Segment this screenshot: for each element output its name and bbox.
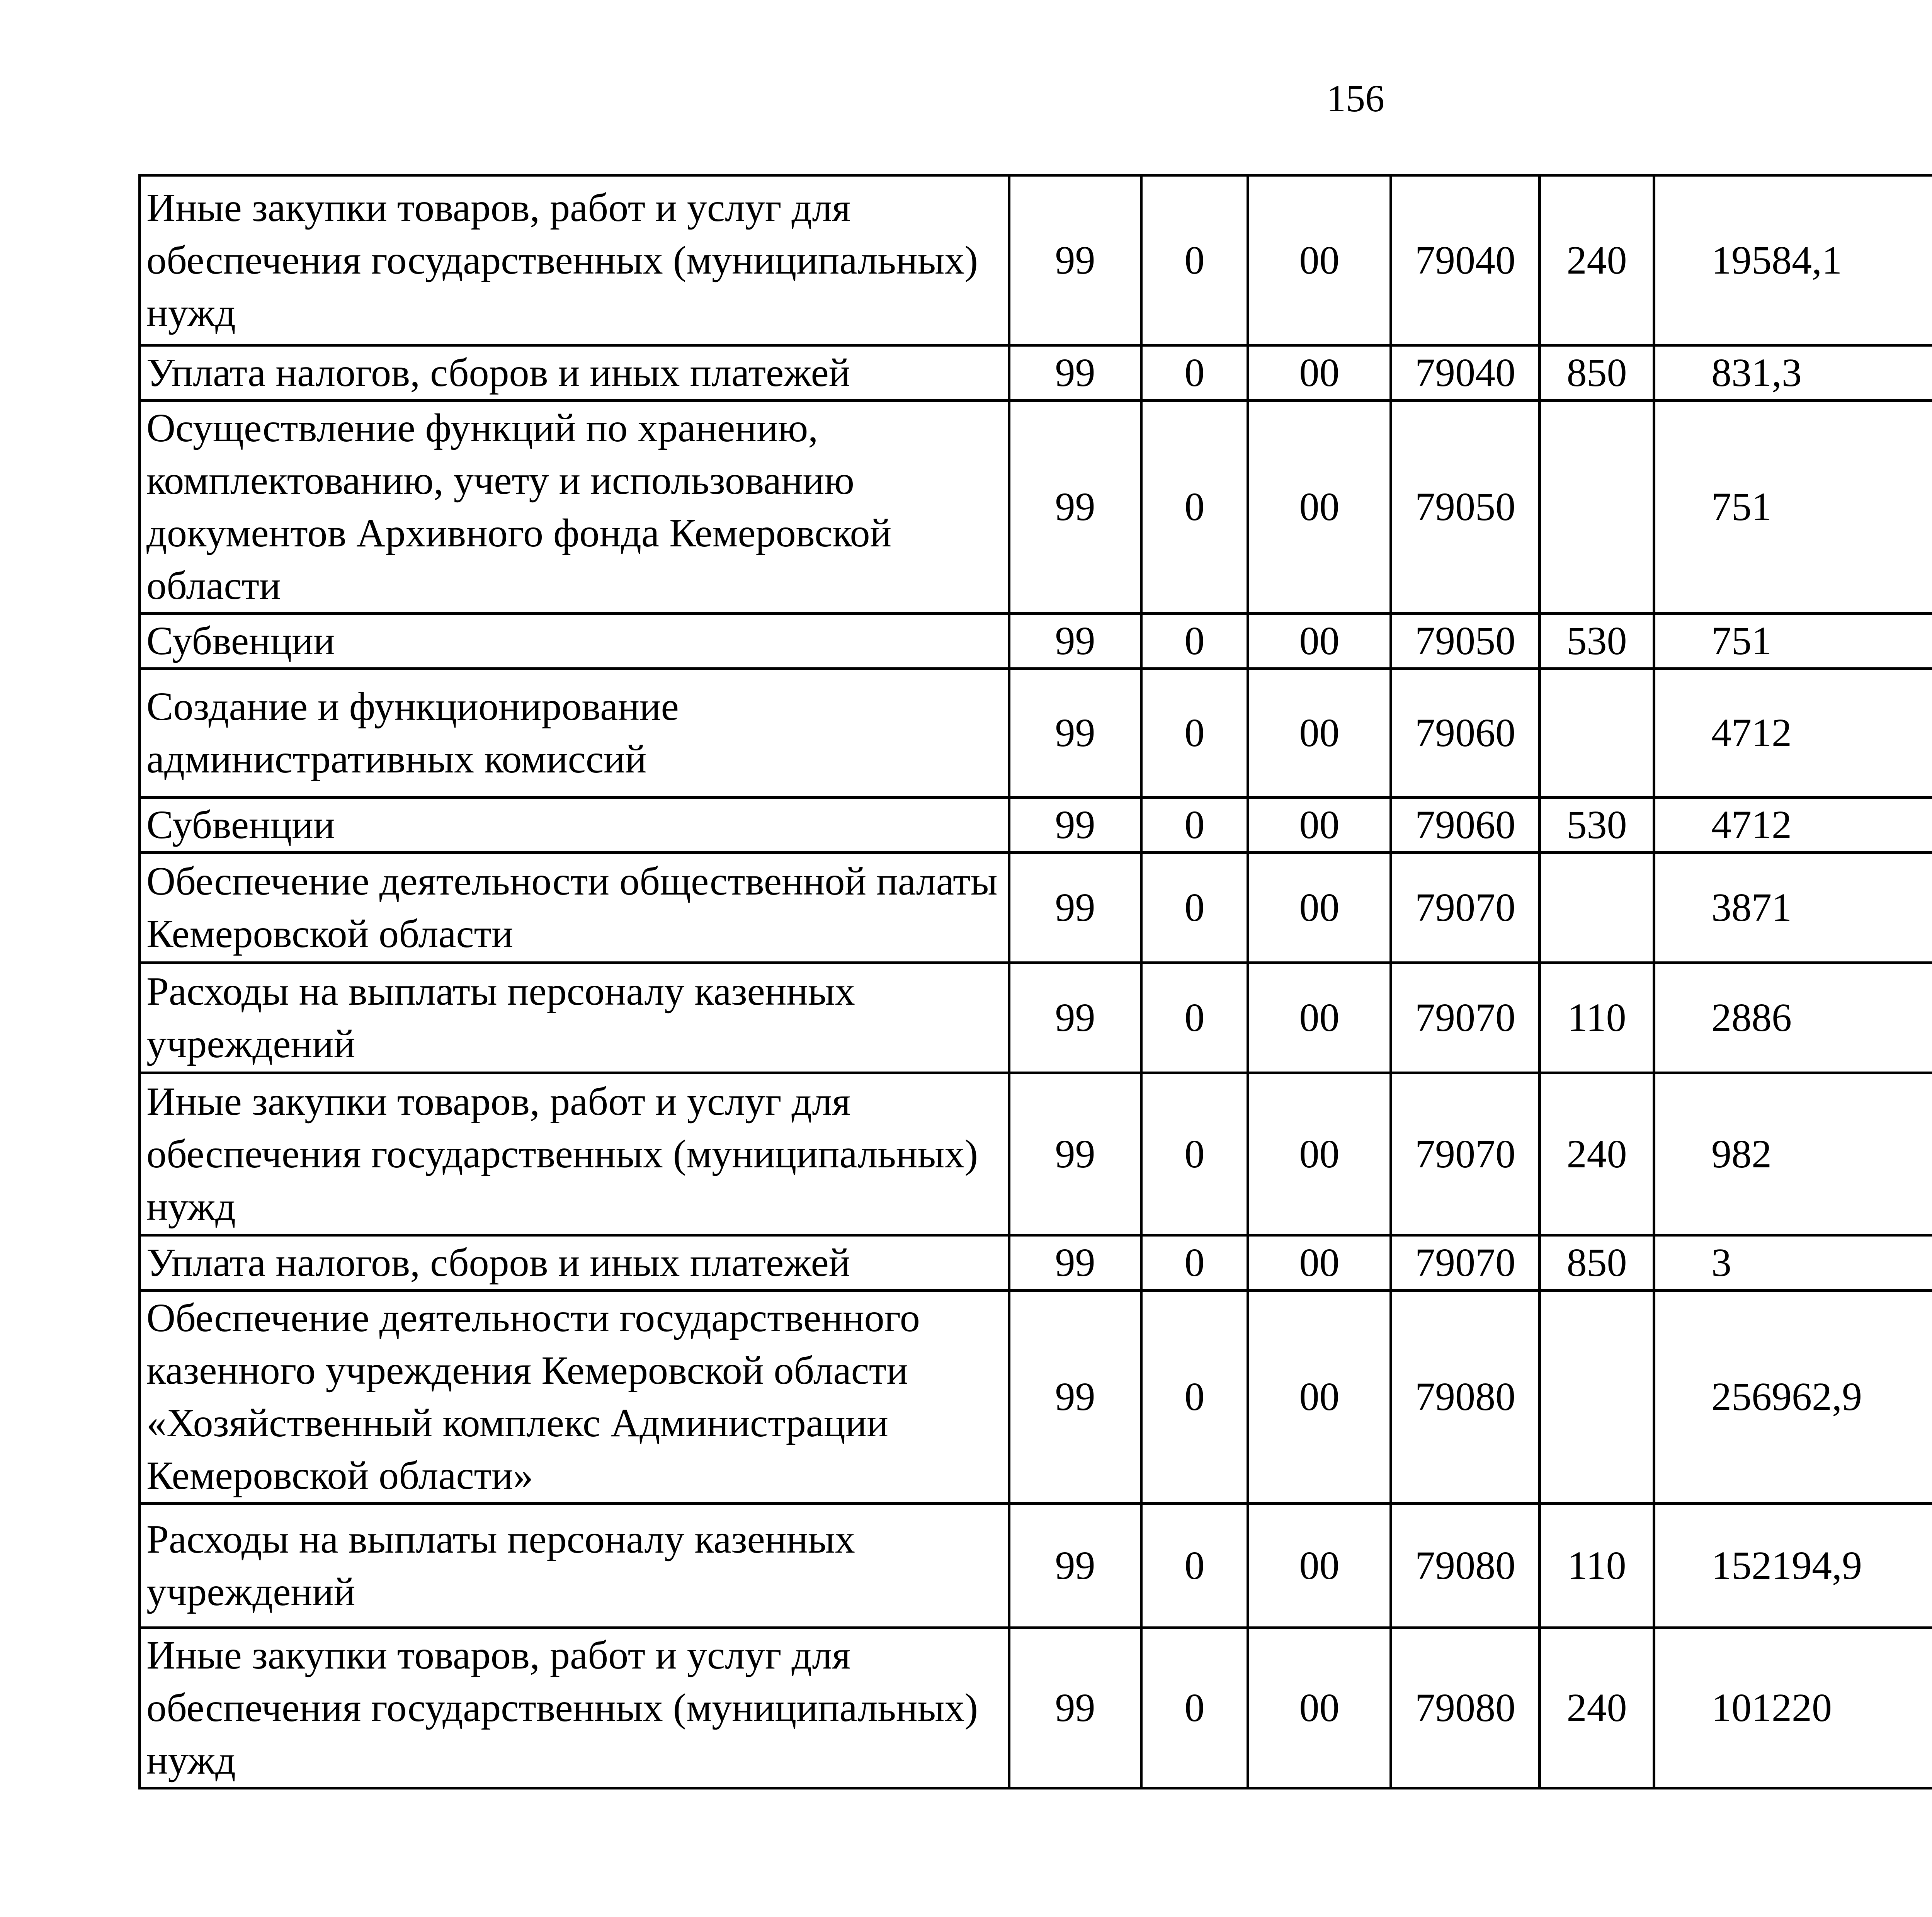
group-code-cell: 00 [1248, 401, 1391, 614]
program-code-cell: 99 [1009, 669, 1141, 798]
amount-1-cell: 831,3 [1654, 345, 1932, 401]
program-code-cell: 99 [1009, 1291, 1141, 1504]
row-name-cell: Иные закупки товаров, работ и услуг для обеспечения государственных (муниципальных) нужд [140, 1628, 1009, 1788]
amount-1-cell: 751 [1654, 614, 1932, 669]
table-row [140, 798, 1932, 853]
table-row [140, 345, 1932, 401]
page-number: 156 [1327, 77, 1384, 120]
program-code-cell: 99 [1009, 401, 1141, 614]
expense-type-cell [1540, 401, 1654, 614]
amount-1-cell: 4712 [1654, 669, 1932, 798]
amount-1-cell: 19584,1 [1654, 175, 1932, 345]
subprogram-code-cell: 0 [1141, 175, 1248, 345]
program-code-cell: 99 [1009, 853, 1141, 963]
row-name-cell: Иные закупки товаров, работ и услуг для обеспечения государственных (муниципальных) нужд [140, 175, 1009, 345]
group-code-cell: 00 [1248, 345, 1391, 401]
expense-type-cell [1540, 1291, 1654, 1504]
subprogram-code-cell: 0 [1141, 853, 1248, 963]
direction-code-cell: 79050 [1391, 614, 1540, 669]
program-code-cell: 99 [1009, 614, 1141, 669]
table-row [140, 1628, 1932, 1788]
row-name-cell: Обеспечение деятельности государственного казенного учреждения Кемеровской области «Хозяйственный комплекс Администрации Кемеровской области» [140, 1291, 1009, 1504]
row-name-cell: Осуществление функций по хранению, комплектованию, учету и использованию документов Архивного фонда Кемеровской области [140, 401, 1009, 614]
expense-type-cell: 110 [1540, 963, 1654, 1073]
direction-code-cell: 79050 [1391, 401, 1540, 614]
table-row [140, 614, 1932, 669]
direction-code-cell: 79040 [1391, 345, 1540, 401]
row-name-cell: Создание и функционирование административных комиссий [140, 669, 1009, 798]
table-row [140, 963, 1932, 1073]
expense-type-cell: 240 [1540, 1628, 1654, 1788]
direction-code-cell: 79070 [1391, 963, 1540, 1073]
expense-type-cell: 110 [1540, 1504, 1654, 1628]
direction-code-cell: 79070 [1391, 1235, 1540, 1291]
subprogram-code-cell: 0 [1141, 345, 1248, 401]
amount-1-cell: 2886 [1654, 963, 1932, 1073]
program-code-cell: 99 [1009, 1628, 1141, 1788]
row-name-cell: Уплата налогов, сборов и иных платежей [140, 345, 1009, 401]
expense-type-cell: 240 [1540, 175, 1654, 345]
row-name-cell: Иные закупки товаров, работ и услуг для обеспечения государственных (муниципальных) нужд [140, 1073, 1009, 1235]
amount-1-cell: 101220 [1654, 1628, 1932, 1788]
subprogram-code-cell: 0 [1141, 1291, 1248, 1504]
group-code-cell: 00 [1248, 1628, 1391, 1788]
direction-code-cell: 79070 [1391, 1073, 1540, 1235]
expense-type-cell: 850 [1540, 1235, 1654, 1291]
expense-type-cell [1540, 853, 1654, 963]
amount-1-cell: 982 [1654, 1073, 1932, 1235]
group-code-cell: 00 [1248, 963, 1391, 1073]
row-name-cell: Уплата налогов, сборов и иных платежей [140, 1235, 1009, 1291]
amount-1-cell: 3 [1654, 1235, 1932, 1291]
amount-1-cell: 152194,9 [1654, 1504, 1932, 1628]
subprogram-code-cell: 0 [1141, 1235, 1248, 1291]
program-code-cell: 99 [1009, 1073, 1141, 1235]
table-row [140, 401, 1932, 614]
table-row [140, 853, 1932, 963]
subprogram-code-cell: 0 [1141, 1073, 1248, 1235]
group-code-cell: 00 [1248, 175, 1391, 345]
direction-code-cell: 79080 [1391, 1628, 1540, 1788]
amount-1-cell: 4712 [1654, 798, 1932, 853]
amount-1-cell: 256962,9 [1654, 1291, 1932, 1504]
subprogram-code-cell: 0 [1141, 1504, 1248, 1628]
expense-type-cell: 530 [1540, 798, 1654, 853]
expense-type-cell: 850 [1540, 345, 1654, 401]
table-row [140, 1291, 1932, 1504]
subprogram-code-cell: 0 [1141, 669, 1248, 798]
table-row [140, 1073, 1932, 1235]
row-name-cell: Расходы на выплаты персоналу казенных учреждений [140, 963, 1009, 1073]
subprogram-code-cell: 0 [1141, 798, 1248, 853]
table-row [140, 1235, 1932, 1291]
direction-code-cell: 79040 [1391, 175, 1540, 345]
expense-type-cell: 240 [1540, 1073, 1654, 1235]
expense-type-cell [1540, 669, 1654, 798]
budget-table [138, 174, 1932, 1789]
amount-1-cell: 3871 [1654, 853, 1932, 963]
program-code-cell: 99 [1009, 345, 1141, 401]
expense-type-cell: 530 [1540, 614, 1654, 669]
row-name-cell: Расходы на выплаты персоналу казенных учреждений [140, 1504, 1009, 1628]
subprogram-code-cell: 0 [1141, 614, 1248, 669]
group-code-cell: 00 [1248, 1235, 1391, 1291]
row-name-cell: Субвенции [140, 614, 1009, 669]
row-name-cell: Обеспечение деятельности общественной палаты Кемеровской области [140, 853, 1009, 963]
subprogram-code-cell: 0 [1141, 401, 1248, 614]
direction-code-cell: 79060 [1391, 669, 1540, 798]
group-code-cell: 00 [1248, 1291, 1391, 1504]
program-code-cell: 99 [1009, 175, 1141, 345]
table-row [140, 669, 1932, 798]
direction-code-cell: 79080 [1391, 1504, 1540, 1628]
direction-code-cell: 79080 [1391, 1291, 1540, 1504]
row-name-cell: Субвенции [140, 798, 1009, 853]
program-code-cell: 99 [1009, 963, 1141, 1073]
table-row [140, 175, 1932, 345]
group-code-cell: 00 [1248, 1073, 1391, 1235]
group-code-cell: 00 [1248, 798, 1391, 853]
table-body [140, 175, 1932, 1788]
group-code-cell: 00 [1248, 1504, 1391, 1628]
program-code-cell: 99 [1009, 798, 1141, 853]
direction-code-cell: 79060 [1391, 798, 1540, 853]
subprogram-code-cell: 0 [1141, 963, 1248, 1073]
group-code-cell: 00 [1248, 614, 1391, 669]
group-code-cell: 00 [1248, 853, 1391, 963]
direction-code-cell: 79070 [1391, 853, 1540, 963]
subprogram-code-cell: 0 [1141, 1628, 1248, 1788]
amount-1-cell: 751 [1654, 401, 1932, 614]
program-code-cell: 99 [1009, 1235, 1141, 1291]
table-row [140, 1504, 1932, 1628]
group-code-cell: 00 [1248, 669, 1391, 798]
program-code-cell: 99 [1009, 1504, 1141, 1628]
